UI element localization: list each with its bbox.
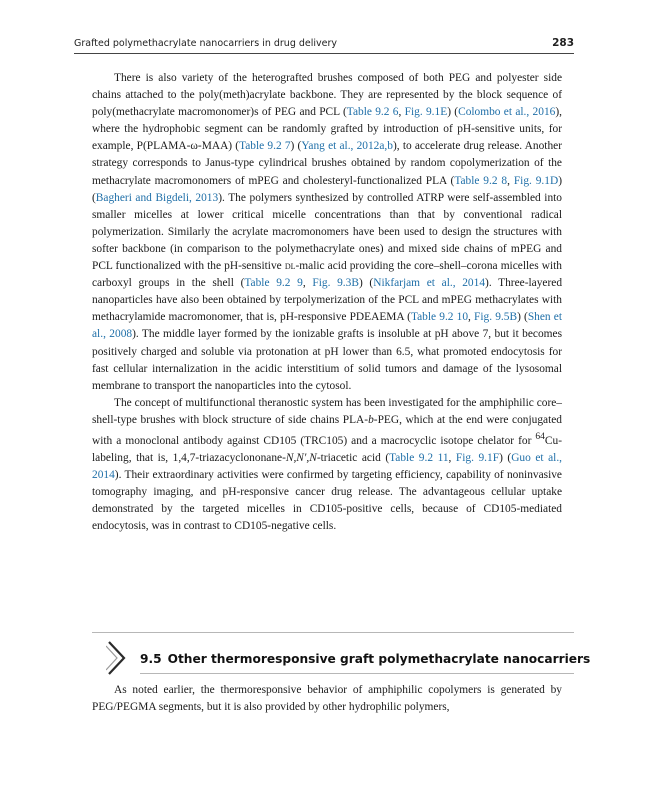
text-run: ) (: [517, 311, 528, 324]
cross-reference-link[interactable]: Table 9.2 6: [346, 106, 399, 119]
cross-reference-link[interactable]: Fig. 9.3B: [312, 277, 359, 290]
section-top-rule: [92, 632, 574, 633]
text-run: ) (: [499, 451, 512, 464]
text-run: ). Their extraordinary activities were confirmed by targeting efficiency, capability of noninvasive tomography imaging, and pH-responsive cancer drug release. The advantageous cellular uptake demonstrated by the targeted micelles in CD105-positive cells, because of CD105-mediated endocytosis, was in contrast to CD105-negative cells.: [92, 468, 562, 533]
header-rule: [74, 53, 574, 54]
cross-reference-link[interactable]: Fig. 9.5B: [474, 311, 518, 324]
cross-reference-link[interactable]: Fig. 9.1D: [513, 174, 559, 187]
text-run: ). Three-layered nanoparticles have also been obtained by terpolymerization of the PCL and mPEG methacrylates with methacrylamide macromonomer, that is, pH-responsive PDEAEMA (: [92, 277, 563, 324]
cross-reference-link[interactable]: Table 9.2 10: [410, 311, 469, 324]
cross-reference-link[interactable]: Guo et al., 2014: [92, 451, 563, 481]
text-run: Cu-labeling, that is, 1,4,7-triazacyclononane-: [92, 434, 562, 464]
text-run: The concept of multifunctional theranostic system has been investigated for the amphiphilic core–shell-type brushes with block structure of side chains PLA-: [92, 396, 562, 426]
cross-reference-link[interactable]: Shen et al., 2008: [92, 311, 562, 341]
text-run: There is also variety of the heterografted brushes composed of both PEG and polyester side chains attached to the poly(meth)acrylate backbone. They are represented by the block sequence of poly(methacrylate macromonomer)s of PEG and PCL (: [92, 72, 562, 119]
text-run: -triacetic acid (: [316, 451, 390, 464]
cross-reference-link[interactable]: Table 9.2 11: [389, 451, 449, 464]
text-run: ) (: [290, 140, 302, 153]
text-run: ,: [302, 277, 313, 290]
text-run: As noted earlier, the thermoresponsive behavior of amphiphilic copolymers is generated by PEG/PEGMA segments, but it is also provided by other hydrophilic polymers,: [92, 684, 562, 714]
section-title: [140, 652, 590, 666]
section-number: 9.5: [140, 652, 162, 666]
paragraph-2: [92, 395, 562, 536]
text-run: ,: [448, 451, 456, 464]
text-run: ,: [398, 106, 405, 119]
cross-reference-link[interactable]: Table 9.2 9: [244, 277, 303, 290]
text-run: ) (: [92, 174, 562, 204]
section-underline: [140, 673, 574, 674]
text-run: ) (: [358, 277, 374, 290]
text-run: ). The middle layer formed by the ionizable grafts is insoluble at pH above 7, but it becomes positively charged and soluble via protonation at pH lower than 6.5, what promoted endocytosis for fast cellular internalization in the acidic interstitium of solid tumors and damage of the lysosomal membrane to transport the nanoparticles into the cytosol.: [92, 328, 562, 392]
text-run: 64: [535, 431, 545, 442]
page-number: 283: [552, 37, 574, 49]
paragraph-3: [92, 682, 562, 716]
chevron-right-icon: [106, 640, 128, 676]
small-caps-text: dl: [284, 260, 296, 273]
text-run: -PEG, which at the end were conjugated with a monoclonal antibody against CD105 (TRC105) and a macrocyclic isotope chelator for: [92, 413, 562, 447]
text-run: ) (: [447, 106, 459, 119]
cross-reference-link[interactable]: Nikfarjam et al., 2014: [373, 277, 486, 290]
text-run: ,: [507, 174, 514, 187]
cross-reference-link[interactable]: Table 9.2 8: [454, 174, 508, 187]
paragraph-1: [92, 70, 562, 395]
cross-reference-link[interactable]: Colombo et al., 2016: [458, 106, 556, 119]
text-run: N,N′,N: [285, 451, 317, 464]
text-run: -malic acid providing the core–shell–corona micelles with carboxyl groups in the shell (: [92, 260, 562, 290]
body-text: [92, 70, 562, 535]
cross-reference-link[interactable]: Yang et al., 2012a,b: [301, 140, 393, 153]
text-run: ), to accelerate drug release. Another strategy corresponds to Janus-type cylindrical brushes obtained by random copolymerization of the methacrylate macromonomers of mPEG and cholesteryl-functionalized PLA (: [92, 140, 563, 187]
text-run: ). The polymers synthesized by controlled ATRP were self-assembled into smaller micelles at lower critical micelle concentrations than that by conventional radical polymerization. Similarly the acrylate macromonomers have been used to design the structures with softer backbone (in comparison to the polymethacrylate ones) and mixed side chains of mPEG and PCL functionalized with the pH-sensitive: [92, 191, 562, 273]
cross-reference-link[interactable]: Table 9.2 7: [239, 140, 291, 153]
cross-reference-link[interactable]: Bagheri and Bigdeli, 2013: [95, 191, 219, 204]
section-title-text: Other thermoresponsive graft polymethacrylate nanocarriers: [167, 652, 591, 666]
cross-reference-link[interactable]: Fig. 9.1E: [404, 106, 448, 119]
text-run: b: [368, 413, 374, 426]
body-text-after-section: [92, 682, 562, 716]
text-run: ,: [468, 311, 475, 324]
cross-reference-link[interactable]: Fig. 9.1F: [455, 451, 500, 464]
text-run: ), where the hydrophobic segment can be randomly grafted by introduction of pH-sensitive units, for example, P(PLAMA-ω-MAA) (: [92, 106, 562, 153]
running-title: Grafted polymethacrylate nanocarriers in drug delivery: [74, 38, 338, 49]
running-header: [74, 34, 574, 52]
